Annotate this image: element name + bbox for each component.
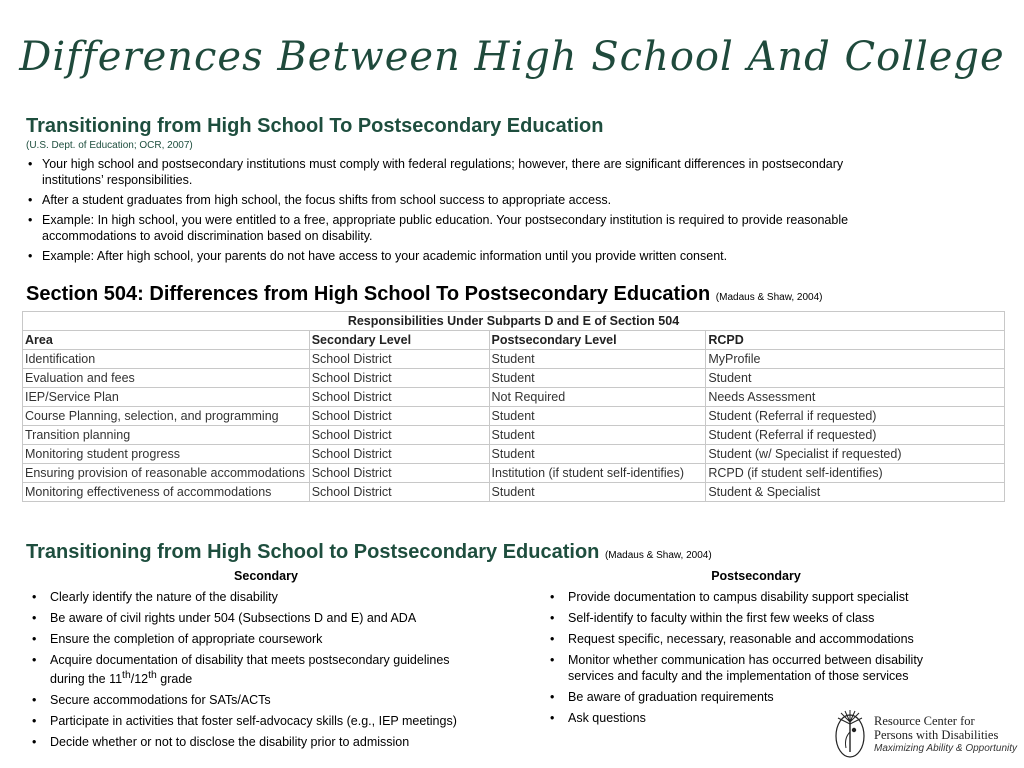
table-cell: Transition planning (23, 426, 310, 445)
section-504-cite: (Madaus & Shaw, 2004) (715, 292, 823, 303)
table-cell: Student (Referral if requested) (706, 426, 1005, 445)
list-item: • Ask questions (544, 710, 964, 726)
secondary-list (26, 589, 526, 755)
section-transition-heading (26, 115, 603, 138)
logo-text (874, 714, 1017, 756)
section-transition-source: (U.S. Dept. of Education; OCR, 2007) (26, 140, 193, 151)
list-item: • Be aware of graduation requirements (544, 689, 964, 705)
table-row (23, 369, 1005, 388)
table-cell: IEP/Service Plan (23, 388, 310, 407)
table-cell: Student (706, 369, 1005, 388)
list-item: • Decide whether or not to disclose the disability prior to admission (26, 734, 526, 750)
table-cell: RCPD (if student self-identifies) (706, 464, 1005, 483)
doc-item-mid: /12 (130, 672, 149, 687)
section-transition-madaus-heading (26, 541, 712, 564)
section-transition-madaus-heading-text: Transitioning from High School to Postsecondary Education (26, 541, 600, 563)
table-row (23, 426, 1005, 445)
section-transition-madaus-cite: (Madaus & Shaw, 2004) (604, 550, 712, 561)
table-cell: School District (309, 445, 489, 464)
table-row (23, 445, 1005, 464)
list-item: • Your high school and postsecondary institutions must comply with federal regulations; however, there are significant differences in postsecondary institutions’ responsibilities. (26, 156, 906, 188)
rcpd-logo (832, 708, 1018, 760)
logo-tagline: Maximizing Ability & Opportunity (874, 743, 1018, 754)
list-item: • Request specific, necessary, reasonable and accommodations (544, 631, 964, 647)
column-header: RCPD (706, 331, 1005, 350)
table-row (23, 350, 1005, 369)
table-cell: Student (489, 426, 706, 445)
table-row (23, 483, 1005, 502)
list-item: • Participate in activities that foster self-advocacy skills (e.g., IEP meetings) (26, 713, 526, 729)
table-cell: School District (309, 369, 489, 388)
table-cell: Student (489, 369, 706, 388)
table-header-row (23, 331, 1005, 350)
doc-item-pre: during the 11 (50, 672, 123, 687)
list-item: • Ensure the completion of appropriate coursework (26, 631, 526, 647)
column-header: Area (23, 331, 310, 350)
list-item: • Self-identify to faculty within the first few weeks of class (544, 610, 964, 626)
table-cell: Evaluation and fees (23, 369, 310, 388)
doc-item-line1: Acquire documentation of disability that meets postsecondary guidelines (50, 653, 450, 667)
table-cell: Student (489, 483, 706, 502)
logo-line1: Resource Center for (874, 714, 975, 728)
table-cell: Not Required (489, 388, 706, 407)
table-cell: Student (489, 350, 706, 369)
doc-item-sup1: th (122, 670, 131, 681)
table-cell: Student (Referral if requested) (706, 407, 1005, 426)
table-row (23, 407, 1005, 426)
table-cell: School District (309, 426, 489, 445)
table-cell: School District (309, 464, 489, 483)
table-row (23, 464, 1005, 483)
section-504-heading (26, 283, 823, 306)
table-cell: School District (309, 388, 489, 407)
table-cell: Student (489, 407, 706, 426)
table-cell: School District (309, 407, 489, 426)
table-cell: Student (w/ Specialist if requested) (706, 445, 1005, 464)
tree-figure-icon (832, 708, 872, 760)
list-item: • Secure accommodations for SATs/ACTs (26, 692, 526, 708)
postsecondary-column-title: Postsecondary (711, 569, 801, 583)
list-item: • Example: After high school, your parents do not have access to your academic information until you provide written consent. (26, 248, 906, 264)
column-header: Secondary Level (309, 331, 489, 350)
table-caption: Responsibilities Under Subparts D and E of Section 504 (23, 312, 1005, 331)
section-504-heading-text: Section 504: Differences from High School To Postsecondary Education (26, 283, 711, 305)
section-transition-heading-text: Transitioning from High School To Postsecondary Education (26, 115, 604, 137)
responsibilities-table (22, 311, 1005, 502)
list-item: • Provide documentation to campus disability support specialist (544, 589, 964, 605)
list-item: • Monitor whether communication has occurred between disability services and faculty and the implementation of those services (544, 652, 964, 684)
table-cell: Course Planning, selection, and programming (23, 407, 310, 426)
list-item: • Example: In high school, you were entitled to a free, appropriate public education. Your postsecondary institution is required to provide reasonable accommodations to avoid discrimination based on disability. (26, 212, 906, 244)
list-item: • After a student graduates from high school, the focus shifts from school success to appropriate access. (26, 192, 906, 208)
table-cell: Identification (23, 350, 310, 369)
table-cell: Institution (if student self-identifies) (489, 464, 706, 483)
doc-item-post: grade (156, 672, 193, 687)
logo-line2: Persons with Disabilities (874, 728, 999, 742)
table-cell: School District (309, 483, 489, 502)
secondary-column-title: Secondary (234, 569, 298, 583)
table-cell: Needs Assessment (706, 388, 1005, 407)
transition-bullet-list (26, 156, 906, 268)
table-cell: Student (489, 445, 706, 464)
table-row (23, 388, 1005, 407)
column-header: Postsecondary Level (489, 331, 706, 350)
list-item (26, 652, 526, 687)
list-item: • Be aware of civil rights under 504 (Subsections D and E) and ADA (26, 610, 526, 626)
table-cell: School District (309, 350, 489, 369)
list-item: • Clearly identify the nature of the disability (26, 589, 526, 605)
table-cell: Monitoring effectiveness of accommodations (23, 483, 310, 502)
table-cell: Monitoring student progress (23, 445, 310, 464)
doc-item-sup2: th (148, 670, 157, 681)
table-cell: Student & Specialist (706, 483, 1005, 502)
table-cell: Ensuring provision of reasonable accommodations (23, 464, 310, 483)
table-cell: MyProfile (706, 350, 1005, 369)
page-title: Differences Between High School And College (19, 34, 1005, 80)
table-caption-row (23, 312, 1005, 331)
